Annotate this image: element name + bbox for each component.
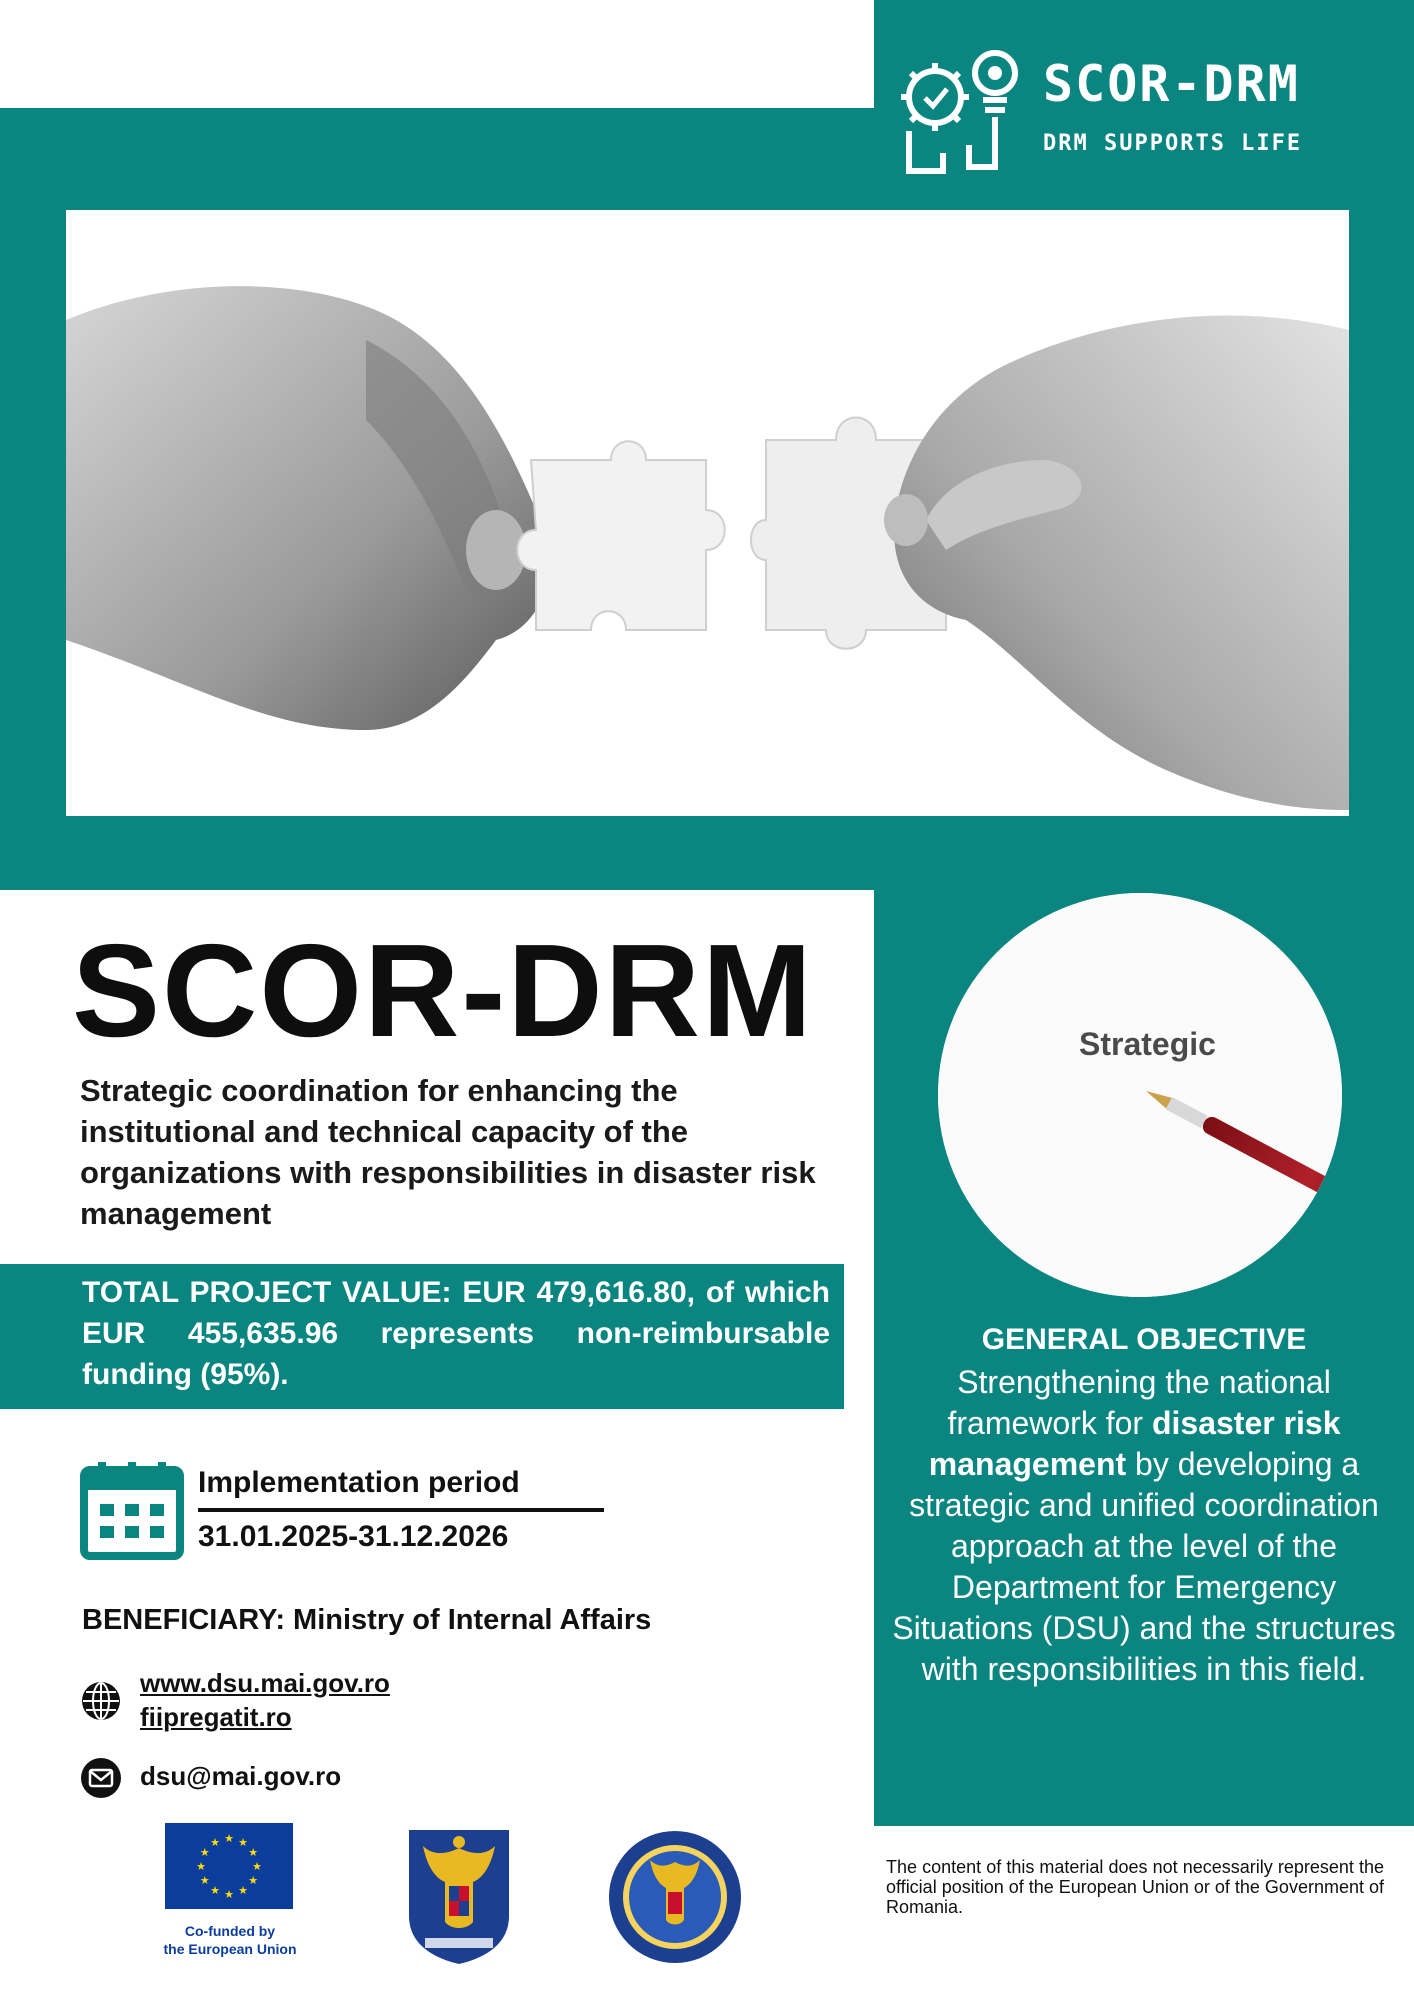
eu-star: ★ — [210, 1884, 220, 1898]
logo-gear-bulb-icon — [895, 45, 1035, 175]
globe-icon — [80, 1680, 122, 1722]
eu-cofunded-caption — [140, 1922, 320, 1958]
strategic-pen-photo — [938, 893, 1342, 1297]
logo-tagline: DRM SUPPORTS LIFE — [1043, 131, 1303, 156]
eu-caption-line-2: the European Union — [163, 1941, 297, 1957]
implementation-divider — [198, 1508, 604, 1512]
eu-star: ★ — [252, 1860, 262, 1873]
objective-text-part-2: by developing a strategic and unified coordination approach at the level of the Department for Emergency Situations (DSU) and the structures with responsibilities in this field. — [892, 1446, 1396, 1687]
objective-text-bold: disaster risk management — [928, 1405, 1341, 1482]
implementation-dates: 31.01.2025-31.12.2026 — [198, 1520, 509, 1553]
calendar-icon — [80, 1460, 184, 1560]
website-link-fiipregatit[interactable]: fiipregatit.ro — [140, 1702, 292, 1732]
project-value-text: TOTAL PROJECT VALUE: EUR 479,616.80, of which EUR 455,635.96 represents non-reimbursable funding (95%). — [82, 1276, 830, 1391]
objective-heading: GENERAL OBJECTIVE — [981, 1323, 1307, 1356]
eu-caption-line-1: Co-funded by — [184, 1923, 276, 1939]
scor-drm-logo — [895, 45, 1355, 175]
beneficiary-text: BENEFICIARY: Ministry of Internal Affairs — [82, 1604, 652, 1636]
email-icon — [80, 1757, 122, 1799]
implementation-label: Implementation period — [198, 1466, 520, 1499]
eu-flag-logo — [165, 1823, 293, 1909]
eu-star: ★ — [248, 1874, 259, 1887]
eu-star: ★ — [199, 1874, 210, 1887]
objective-text — [890, 1362, 1398, 1690]
project-subtitle: Strategic coordination for enhancing the institutional and technical capacity of the organizations with responsibilities in disaster risk management — [80, 1073, 816, 1231]
eu-star: ★ — [238, 1884, 248, 1898]
disclaimer-text: The content of this material does not necessarily represent the official position of the European Union or of the Government of Romania. — [886, 1857, 1384, 1917]
eu-star: ★ — [248, 1846, 259, 1859]
eu-star: ★ — [238, 1835, 248, 1849]
eu-star: ★ — [199, 1846, 210, 1859]
objective-text-part-1: Strengthening the national framework for — [947, 1364, 1331, 1441]
eu-star: ★ — [224, 1888, 234, 1901]
strategic-word: Strategic — [1079, 1026, 1216, 1062]
eu-star: ★ — [210, 1835, 220, 1849]
dsu-seal-logo — [606, 1828, 744, 1966]
project-title: SCOR-DRM — [72, 917, 814, 1064]
eu-star: ★ — [196, 1860, 206, 1873]
email-address[interactable]: dsu@mai.gov.ro — [140, 1761, 342, 1791]
hero-puzzle-photo — [66, 210, 1349, 816]
website-link-dsu[interactable]: www.dsu.mai.gov.ro — [140, 1668, 390, 1698]
logo-title: SCOR-DRM — [1043, 55, 1300, 113]
eu-star: ★ — [224, 1832, 234, 1845]
mai-coat-of-arms-logo — [405, 1826, 513, 1966]
project-value-box — [0, 1264, 844, 1409]
